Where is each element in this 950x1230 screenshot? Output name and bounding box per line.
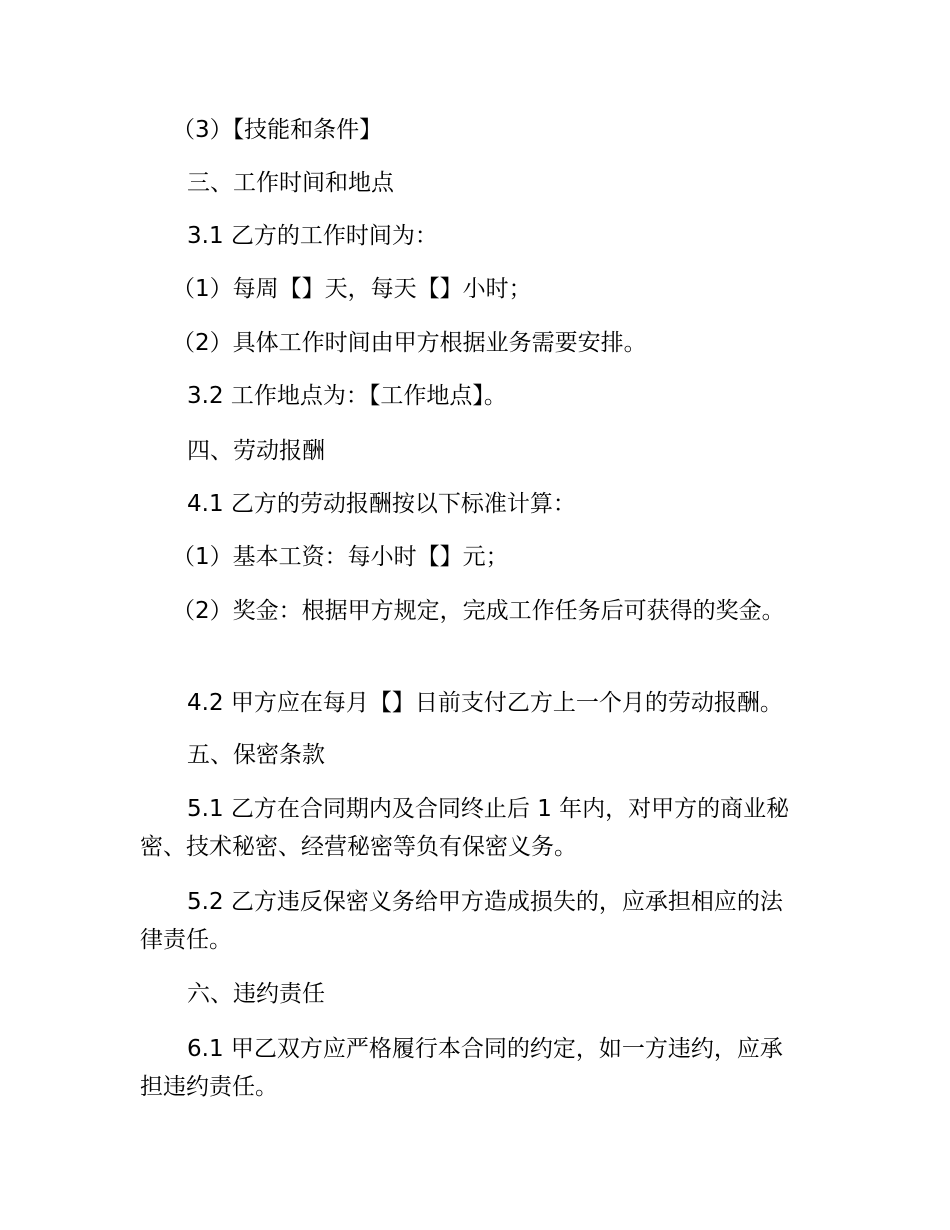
clause-3-3-skills: （3）【技能和条件】 xyxy=(172,117,383,143)
section-3-heading: 三、工作时间和地点 xyxy=(187,170,394,196)
clause-5-2: 5.2 乙方违反保密义务给甲方造成损失的，应承担相应的法律责任。 xyxy=(140,889,783,953)
clause-4-1-1: （1）基本工资：每小时【】元； xyxy=(172,544,509,570)
section-6-heading: 六、违约责任 xyxy=(187,981,325,1007)
clause-3-2: 3.2 工作地点为：【工作地点】。 xyxy=(187,383,507,409)
clause-4-1-2: （2）奖金：根据甲方规定，完成工作任务后可获得的奖金。 xyxy=(172,598,785,624)
clause-4-1: 4.1 乙方的劳动报酬按以下标准计算： xyxy=(187,491,576,517)
section-4-heading: 四、劳动报酬 xyxy=(187,438,325,464)
section-5-heading: 五、保密条款 xyxy=(187,742,325,768)
clause-3-1-2: （2）具体工作时间由甲方根据业务需要安排。 xyxy=(172,330,647,356)
clause-4-2: 4.2 甲方应在每月【】日前支付乙方上一个月的劳动报酬。 xyxy=(187,690,783,716)
clause-5-1: 5.1 乙方在合同期内及合同终止后 1 年内，对甲方的商业秘密、技术秘密、经营秘密等负有保密义务。 xyxy=(140,796,790,860)
clause-6-1: 6.1 甲乙双方应严格履行本合同的约定，如一方违约，应承担违约责任。 xyxy=(140,1036,783,1100)
clause-3-1-1: （1）每周【】天，每天【】小时； xyxy=(172,276,532,302)
clause-3-1: 3.1 乙方的工作时间为： xyxy=(187,223,438,249)
